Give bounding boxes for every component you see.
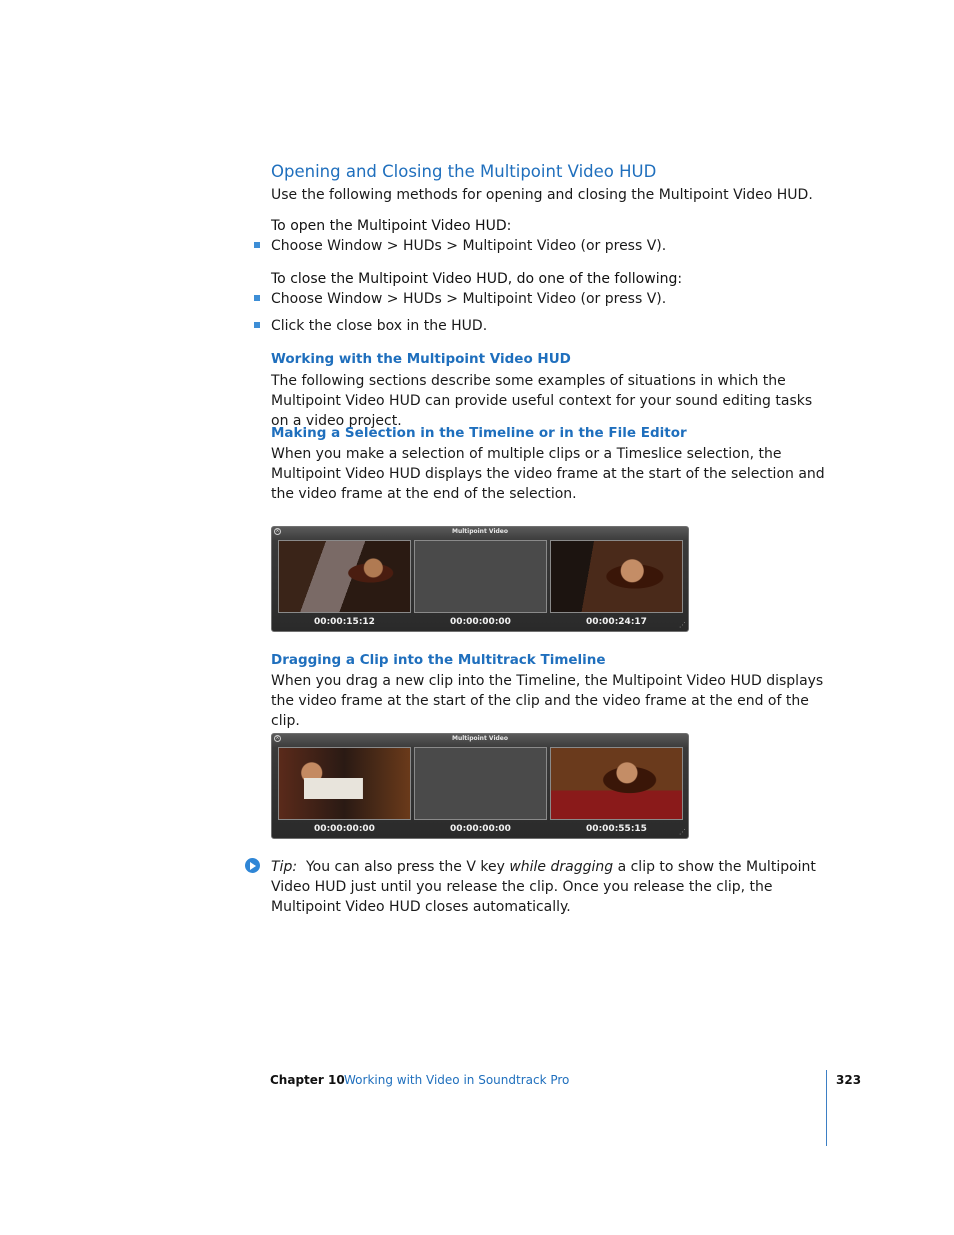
tip-arrow-icon — [245, 858, 260, 873]
selection-heading: Making a Selection in the Timeline or in the File Editor — [271, 425, 687, 441]
multipoint-video-hud-dragging — [271, 733, 689, 839]
end-timecode: 00:00:55:15 — [586, 824, 647, 834]
dragging-body: When you drag a new clip into the Timeline, the Multipoint Video HUD displays the video frame at the start of the clip and the video frame at the end of the clip. — [271, 673, 824, 729]
end-frame-thumbnail — [550, 747, 683, 820]
tip-text: Tip: You can also press the V key while dragging a clip to show the Multipoint Video HUD just until you release the clip. Once you release the clip, the Multipoint Video HUD closes automatically. — [271, 859, 816, 915]
footer-chapter-title: Working with Video in Soundtrack Pro — [344, 1073, 570, 1087]
multipoint-video-hud-selection — [271, 526, 689, 632]
start-frame-thumbnail — [278, 747, 411, 820]
bullet-icon — [254, 242, 260, 248]
start-timecode: 00:00:00:00 — [314, 824, 375, 834]
list-item: Click the close box in the HUD. — [254, 318, 854, 334]
working-body: The following sections describe some examples of situations in which the Multipoint Video HUD can provide useful context for your sound editing tasks on a video project. — [271, 373, 813, 429]
section-heading: Opening and Closing the Multipoint Video HUD — [271, 162, 657, 181]
bullet-icon — [254, 295, 260, 301]
end-timecode: 00:00:24:17 — [586, 617, 647, 627]
working-heading: Working with the Multipoint Video HUD — [271, 351, 571, 367]
close-icon[interactable]: × — [275, 735, 280, 741]
section-intro: Use the following methods for opening and closing the Multipoint Video HUD. — [271, 187, 813, 203]
list-item: Choose Window > HUDs > Multipoint Video (or press V). — [254, 291, 854, 307]
current-frame-thumbnail — [414, 747, 547, 820]
resize-handle-icon[interactable]: ⋰ — [679, 828, 686, 836]
current-frame-thumbnail — [414, 540, 547, 613]
footer-divider — [826, 1070, 827, 1146]
dragging-heading: Dragging a Clip into the Multitrack Timeline — [271, 652, 606, 668]
list-item: Choose Window > HUDs > Multipoint Video (or press V). — [254, 238, 854, 254]
tip-label: Tip: — [271, 859, 298, 875]
bullet-icon — [254, 322, 260, 328]
page-number: 323 — [836, 1073, 862, 1087]
close-icon[interactable]: × — [275, 528, 280, 534]
start-timecode: 00:00:15:12 — [314, 617, 375, 627]
open-lead: To open the Multipoint Video HUD: — [271, 218, 512, 234]
current-timecode: 00:00:00:00 — [450, 824, 511, 834]
resize-handle-icon[interactable]: ⋰ — [679, 621, 686, 629]
selection-body: When you make a selection of multiple clips or a Timeslice selection, the Multipoint Video HUD displays the video frame at the start of the selection and the video frame at the end of the selection. — [271, 446, 825, 502]
end-frame-thumbnail — [550, 540, 683, 613]
start-frame-thumbnail — [278, 540, 411, 613]
close-lead: To close the Multipoint Video HUD, do one of the following: — [271, 271, 683, 287]
hud-title: Multipoint Video — [451, 735, 508, 742]
tip-emphasis: while dragging — [509, 859, 614, 875]
current-timecode: 00:00:00:00 — [450, 617, 511, 627]
footer-chapter: Chapter 10 — [270, 1073, 345, 1087]
hud-title: Multipoint Video — [451, 528, 508, 535]
